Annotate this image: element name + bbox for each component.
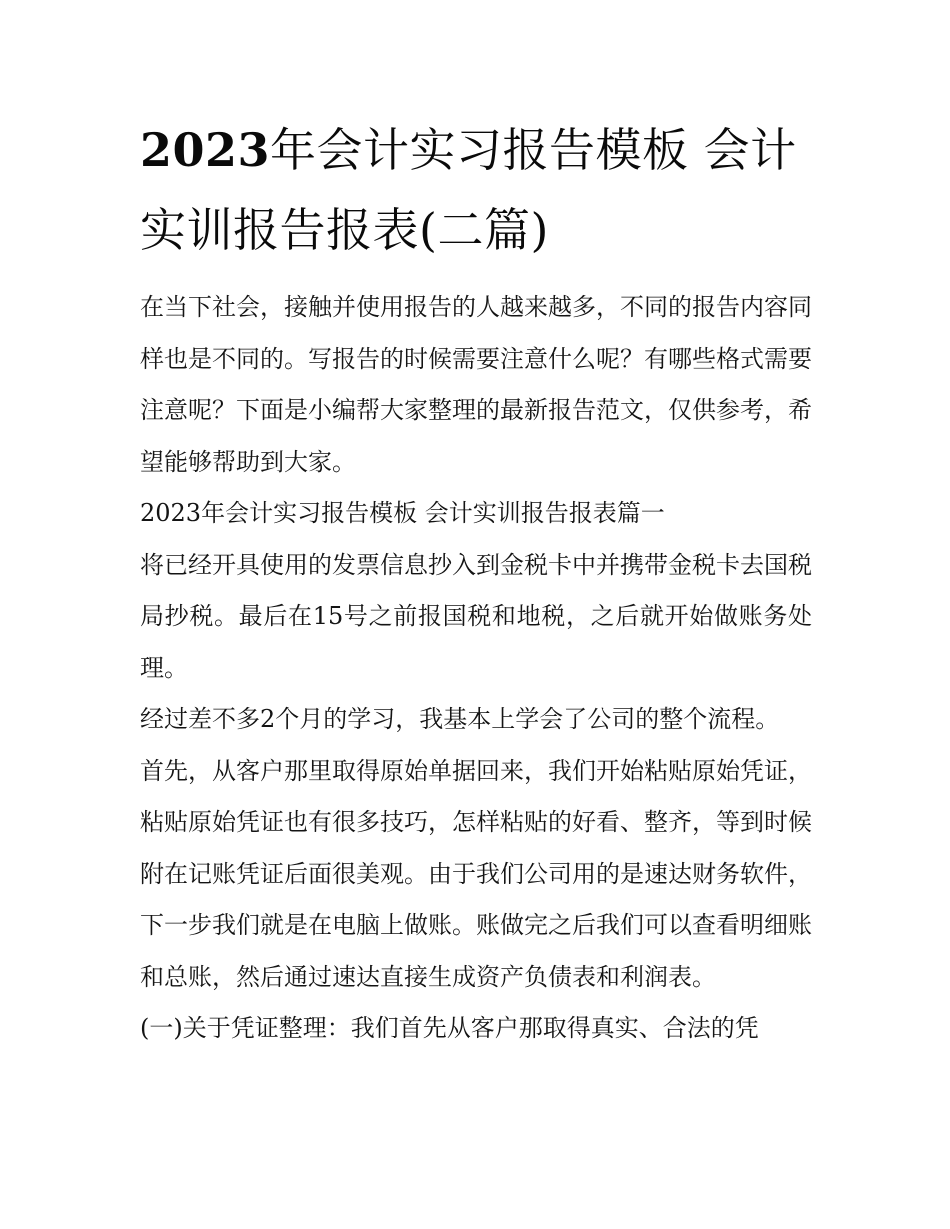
body-paragraph: 将已经开具使用的发票信息抄入到金税卡中并携带金税卡去国税局抄税。最后在15号之前报国税和地税，之后就开始做账务处理。 bbox=[140, 550, 812, 682]
document-content bbox=[140, 110, 812, 1055]
body-paragraph: 经过差不多2个月的学习，我基本上学会了公司的整个流程。 bbox=[140, 705, 780, 733]
body-paragraph: (一)关于凭证整理：我们首先从客户那取得真实、合法的凭 bbox=[140, 1014, 759, 1042]
body-paragraph: 首先，从客户那里取得原始单据回来，我们开始粘贴原始凭证，粘贴原始凭证也有很多技巧，怎样粘贴的好看、整齐，等到时候附在记账凭证后面很美观。由于我们公司用的是速达财务软件，下一步我们就是在电脑上做账。账做完之后我们可以查看明细账和总账，然后通过速达直接生成资产负债表和利润表。 bbox=[140, 756, 812, 991]
intro-paragraph: 在当下社会，接触并使用报告的人越来越多，不同的报告内容同样也是不同的。写报告的时候需要注意什么呢？有哪些格式需要注意呢？下面是小编帮大家整理的最新报告范文，仅供参考，希望能够帮助到大家。 bbox=[140, 293, 812, 476]
document-body bbox=[140, 282, 812, 1055]
section-heading: 2023年会计实习报告模板 会计实训报告报表篇一 bbox=[140, 499, 665, 527]
document-title bbox=[140, 110, 812, 270]
title-year: 2023 bbox=[140, 123, 271, 177]
title-text: 年会计实习报告模板 会计实训报告报表(二篇) bbox=[140, 123, 797, 257]
